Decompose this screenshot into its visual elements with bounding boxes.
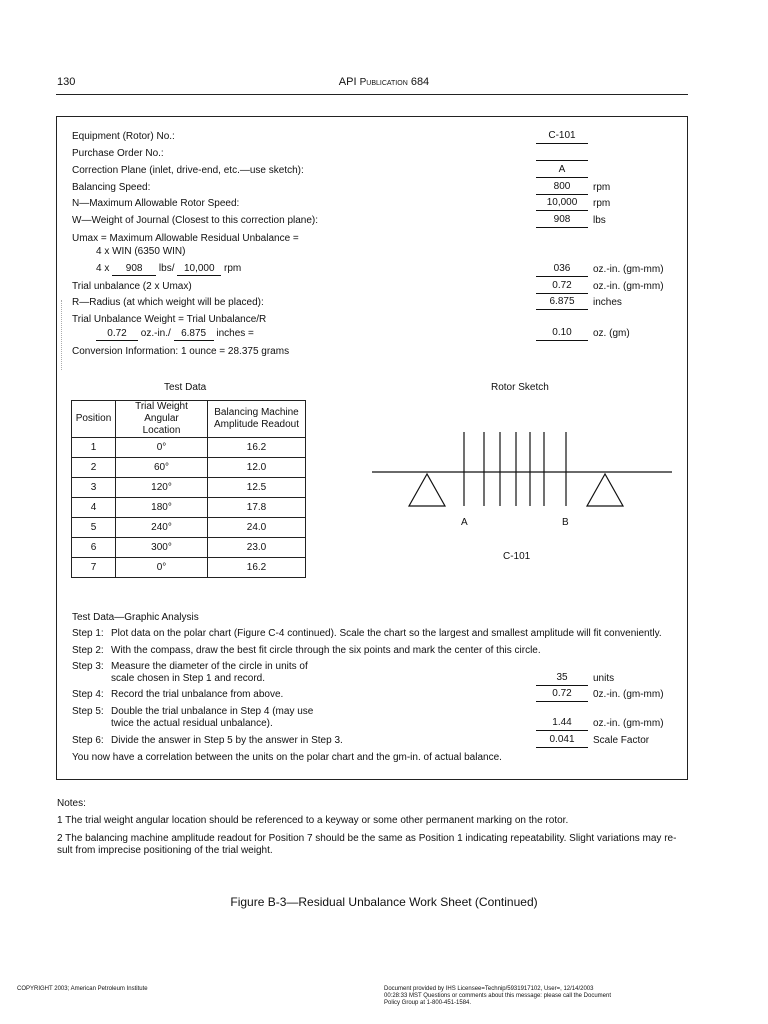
step5-value: 1.44	[536, 717, 588, 731]
umax-calculation: 4 x 908 lbs/ 10,000 rpm	[96, 263, 242, 274]
cell-angle: 120°	[116, 478, 208, 498]
analysis-title: Test Data—Graphic Analysis	[72, 612, 199, 623]
analysis-conclusion: You now have a correlation between the units on the polar chart and the gm-in. of actual balance.	[72, 752, 502, 763]
note-2-line2: sult from imprecise positioning of the trial weight.	[57, 845, 273, 856]
col-header-amplitude: Balancing Machine Amplitude Readout	[208, 401, 306, 438]
table-row	[72, 498, 306, 518]
trial-weight-value: 0.10	[536, 327, 588, 341]
cell-angle: 0°	[116, 558, 208, 578]
step5-unit: oz.-in. (gm-mm)	[593, 718, 664, 729]
balancing-speed-label: Balancing Speed:	[72, 182, 151, 193]
step2-text: With the compass, draw the best fit circle through the six points and mark the center of this circle.	[111, 645, 541, 656]
cell-amplitude: 12.5	[208, 478, 306, 498]
correction-plane-value: A	[536, 164, 588, 178]
note-2-line1: 2 The balancing machine amplitude readout for Position 7 should be the same as Position 1 indicating repeatability. Slight variations may re-	[57, 833, 677, 844]
cell-amplitude: 16.2	[208, 558, 306, 578]
trial-unbalance-value: 0.72	[536, 280, 588, 294]
step4-value: 0.72	[536, 688, 588, 702]
cell-angle: 60°	[116, 458, 208, 478]
step6-unit: Scale Factor	[593, 735, 650, 746]
step1-text: Plot data on the polar chart (Figure C-4 continued). Scale the chart so the largest and smallest amplitude will fit conveniently.	[111, 628, 662, 639]
table-row	[72, 558, 306, 578]
cell-amplitude: 24.0	[208, 518, 306, 538]
purchase-order-label: Purchase Order No.:	[72, 148, 164, 159]
footer-copyright: COPYRIGHT 2003; American Petroleum Institute	[17, 986, 148, 992]
trial-unbalance-label: Trial unbalance (2 x Umax)	[72, 281, 192, 292]
left-bearing-triangle	[409, 474, 445, 506]
step5-number: Step 5:	[72, 706, 104, 717]
umax-unit: oz.-in. (gm-mm)	[593, 264, 664, 275]
cell-position: 1	[72, 438, 116, 458]
step4-unit: 0z.-in. (gm-mm)	[593, 689, 664, 700]
journal-weight-value: 908	[536, 214, 588, 228]
max-speed-value: 10,000	[536, 197, 588, 211]
test-data-title: Test Data	[164, 382, 207, 393]
conversion-info: Conversion Information: 1 ounce = 28.375 grams	[72, 346, 290, 357]
footer-doc-line1: Document provided by IHS Licensee=Technip/5931917102, User=, 12/14/2003	[384, 986, 594, 992]
journal-weight-unit: lbs	[593, 215, 606, 226]
balancing-speed-unit: rpm	[593, 182, 611, 193]
radius-label: R—Radius (at which weight will be placed):	[72, 297, 264, 308]
step5-text-line2: twice the actual residual unbalance).	[111, 718, 273, 729]
correction-plane-label: Correction Plane (inlet, drive-end, etc.—use sketch):	[72, 165, 304, 176]
step5-text-line1: Double the trial unbalance in Step 4 (may use	[111, 706, 314, 717]
rotor-sketch-title: Rotor Sketch	[491, 382, 549, 393]
plane-a-label: A	[461, 517, 468, 528]
right-bearing-triangle	[587, 474, 623, 506]
cell-position: 2	[72, 458, 116, 478]
balancing-speed-value: 800	[536, 181, 588, 195]
trial-weight-label: Trial Unbalance Weight = Trial Unbalance/R	[72, 314, 267, 325]
cell-position: 6	[72, 538, 116, 558]
col-header-angular-location: Trial Weight Angular Location	[116, 401, 208, 438]
header-rule	[56, 94, 688, 95]
cell-amplitude: 17.8	[208, 498, 306, 518]
notes-title: Notes:	[57, 798, 86, 809]
margin-dots	[61, 300, 62, 370]
step3-unit: units	[593, 673, 615, 684]
table-row	[72, 518, 306, 538]
umax-value: 036	[536, 263, 588, 277]
cell-position: 5	[72, 518, 116, 538]
equipment-value: C-101	[536, 130, 588, 144]
cell-amplitude: 23.0	[208, 538, 306, 558]
col-header-position: Position	[72, 401, 116, 438]
cell-angle: 240°	[116, 518, 208, 538]
table-header-row	[72, 401, 306, 438]
cell-position: 3	[72, 478, 116, 498]
figure-caption: Figure B-3—Residual Unbalance Work Sheet (Continued)	[230, 895, 538, 909]
cell-angle: 300°	[116, 538, 208, 558]
footer-doc-line2: 00:28:33 MST Questions or comments about this message: please call the Document	[384, 993, 612, 999]
equipment-label: Equipment (Rotor) No.:	[72, 131, 175, 142]
journal-weight-label: W—Weight of Journal (Closest to this correction plane):	[72, 215, 319, 226]
max-speed-label: N—Maximum Allowable Rotor Speed:	[72, 198, 240, 209]
max-speed-unit: rpm	[593, 198, 611, 209]
page-number: 130	[57, 76, 76, 88]
step6-value: 0.041	[536, 734, 588, 748]
step3-text-line2: scale chosen in Step 1 and record.	[111, 673, 265, 684]
publication-title: API Publication 684	[338, 76, 430, 88]
cell-position: 4	[72, 498, 116, 518]
umax-formula: 4 x WIN (6350 WIN)	[96, 246, 186, 257]
table-row	[72, 478, 306, 498]
table-row	[72, 538, 306, 558]
table-row	[72, 458, 306, 478]
cell-amplitude: 16.2	[208, 438, 306, 458]
umax-label: Umax = Maximum Allowable Residual Unbalance =	[72, 233, 299, 244]
test-data-table	[71, 400, 306, 578]
cell-angle: 0°	[116, 438, 208, 458]
trial-weight-calculation: 0.72 oz.-in./ 6.875 inches =	[96, 328, 254, 341]
note-1: 1 The trial weight angular location should be referenced to a keyway or some other permanent marking on the rotor.	[57, 815, 569, 826]
step3-text-line1: Measure the diameter of the circle in units of	[111, 661, 308, 672]
trial-weight-unit: oz. (gm)	[593, 328, 630, 339]
cell-amplitude: 12.0	[208, 458, 306, 478]
purchase-order-value	[536, 147, 588, 161]
trial-unbalance-unit: oz.-in. (gm-mm)	[593, 281, 664, 292]
step6-number: Step 6:	[72, 735, 104, 746]
step4-number: Step 4:	[72, 689, 104, 700]
plane-b-label: B	[562, 517, 569, 528]
radius-unit: inches	[593, 297, 622, 308]
table-row	[72, 438, 306, 458]
rotor-sketch-diagram	[370, 428, 676, 520]
step2-number: Step 2:	[72, 645, 104, 656]
step3-number: Step 3:	[72, 661, 104, 672]
step6-text: Divide the answer in Step 5 by the answer in Step 3.	[111, 735, 343, 746]
cell-position: 7	[72, 558, 116, 578]
step1-number: Step 1:	[72, 628, 104, 639]
step4-text: Record the trial unbalance from above.	[111, 689, 284, 700]
cell-angle: 180°	[116, 498, 208, 518]
step3-value: 35	[536, 672, 588, 686]
footer-doc-line3: Policy Group at 1-800-451-1584.	[384, 1000, 472, 1006]
sketch-caption: C-101	[503, 551, 531, 562]
radius-value: 6.875	[536, 296, 588, 310]
